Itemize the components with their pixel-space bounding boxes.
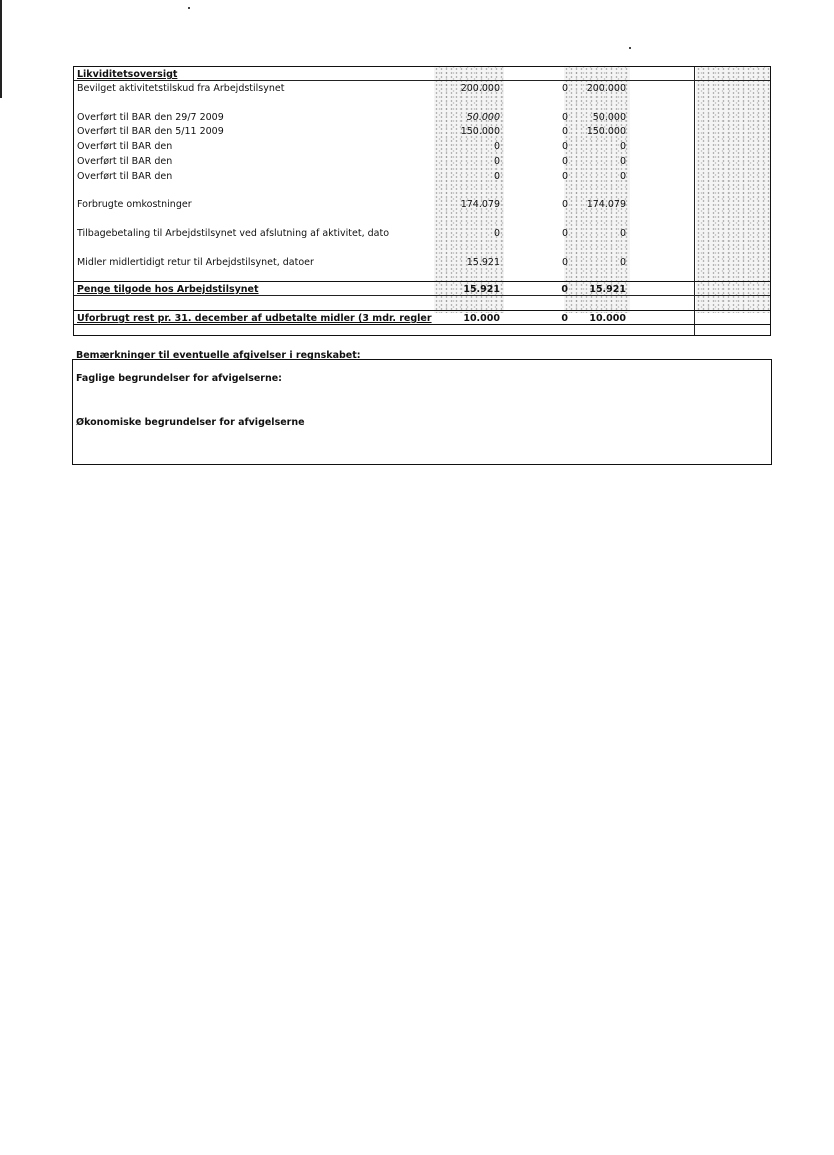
value-cell: 0 [619,257,626,268]
row-label: Overført til BAR den [77,171,173,182]
table-title: Likviditetsoversigt [77,69,178,80]
value-cell: 0 [561,141,568,152]
value-cell: 15.921 [589,284,626,295]
row-label: Overført til BAR den [77,156,173,167]
value-cell: 0 [561,313,568,324]
row-label: Uforbrugt rest pr. 31. december af udbetalte midler (3 mdr. regler [77,313,432,324]
value-cell: 0 [493,228,500,239]
value-cell: 10.000 [463,313,500,324]
row-divider [74,295,770,296]
value-cell: 200.000 [460,83,500,94]
value-cell: 150.000 [586,126,626,137]
value-cell: 200.000 [586,83,626,94]
row-label: Overført til BAR den [77,141,173,152]
value-cell: 15.921 [463,284,500,295]
row-label: Midler midlertidigt retur til Arbejdstilsynet, datoer [77,257,314,268]
row-label: Overført til BAR den 29/7 2009 [77,112,224,123]
value-cell: 0 [561,156,568,167]
value-cell: 150.000 [460,126,500,137]
row-divider [74,281,770,282]
row-label: Bevilget aktivitetstilskud fra Arbejdstilsynet [77,83,285,94]
value-cell: 0 [561,126,568,137]
shaded-column-1 [434,67,504,313]
value-cell: 0 [493,171,500,182]
remarks-heading: Bemærkninger til eventuelle afgivelser i regnskabet: [76,350,361,361]
value-cell: 0 [619,141,626,152]
row-label: Penge tilgode hos Arbejdstilsynet [77,284,259,295]
row-divider [74,80,770,81]
scan-edge-mark [0,0,2,98]
value-cell: 0 [619,228,626,239]
row-label: Tilbagebetaling til Arbejdstilsynet ved afslutning af aktivitet, dato [77,228,390,239]
scan-speck [188,7,190,9]
value-cell: 0 [561,228,568,239]
value-cell: 0 [561,199,568,210]
shaded-column-2 [564,67,630,313]
value-cell: 0 [561,257,568,268]
okonomiske-label: Økonomiske begrundelser for afvigelserne [76,417,305,428]
scan-speck [629,47,631,49]
value-cell: 174.079 [586,199,626,210]
value-cell: 0 [561,83,568,94]
row-divider [74,324,770,325]
value-cell: 10.000 [589,313,626,324]
value-cell: 0 [561,284,568,295]
value-cell: 0 [561,112,568,123]
faglige-label: Faglige begrundelser for afvigelserne: [76,373,282,384]
value-cell: 50.000 [592,112,626,123]
value-cell: 0 [493,141,500,152]
liquidity-table [73,66,771,336]
value-cell: 0 [619,156,626,167]
value-cell: 15.921 [466,257,500,268]
row-divider [74,310,770,311]
row-label: Forbrugte omkostninger [77,199,192,210]
value-cell: 0 [493,156,500,167]
shaded-column-3 [696,67,770,313]
value-cell: 174.079 [460,199,500,210]
value-cell: 50.000 [466,112,500,123]
value-cell: 0 [561,171,568,182]
remarks-box [72,359,772,465]
row-label: Overført til BAR den 5/11 2009 [77,126,224,137]
value-cell: 0 [619,171,626,182]
